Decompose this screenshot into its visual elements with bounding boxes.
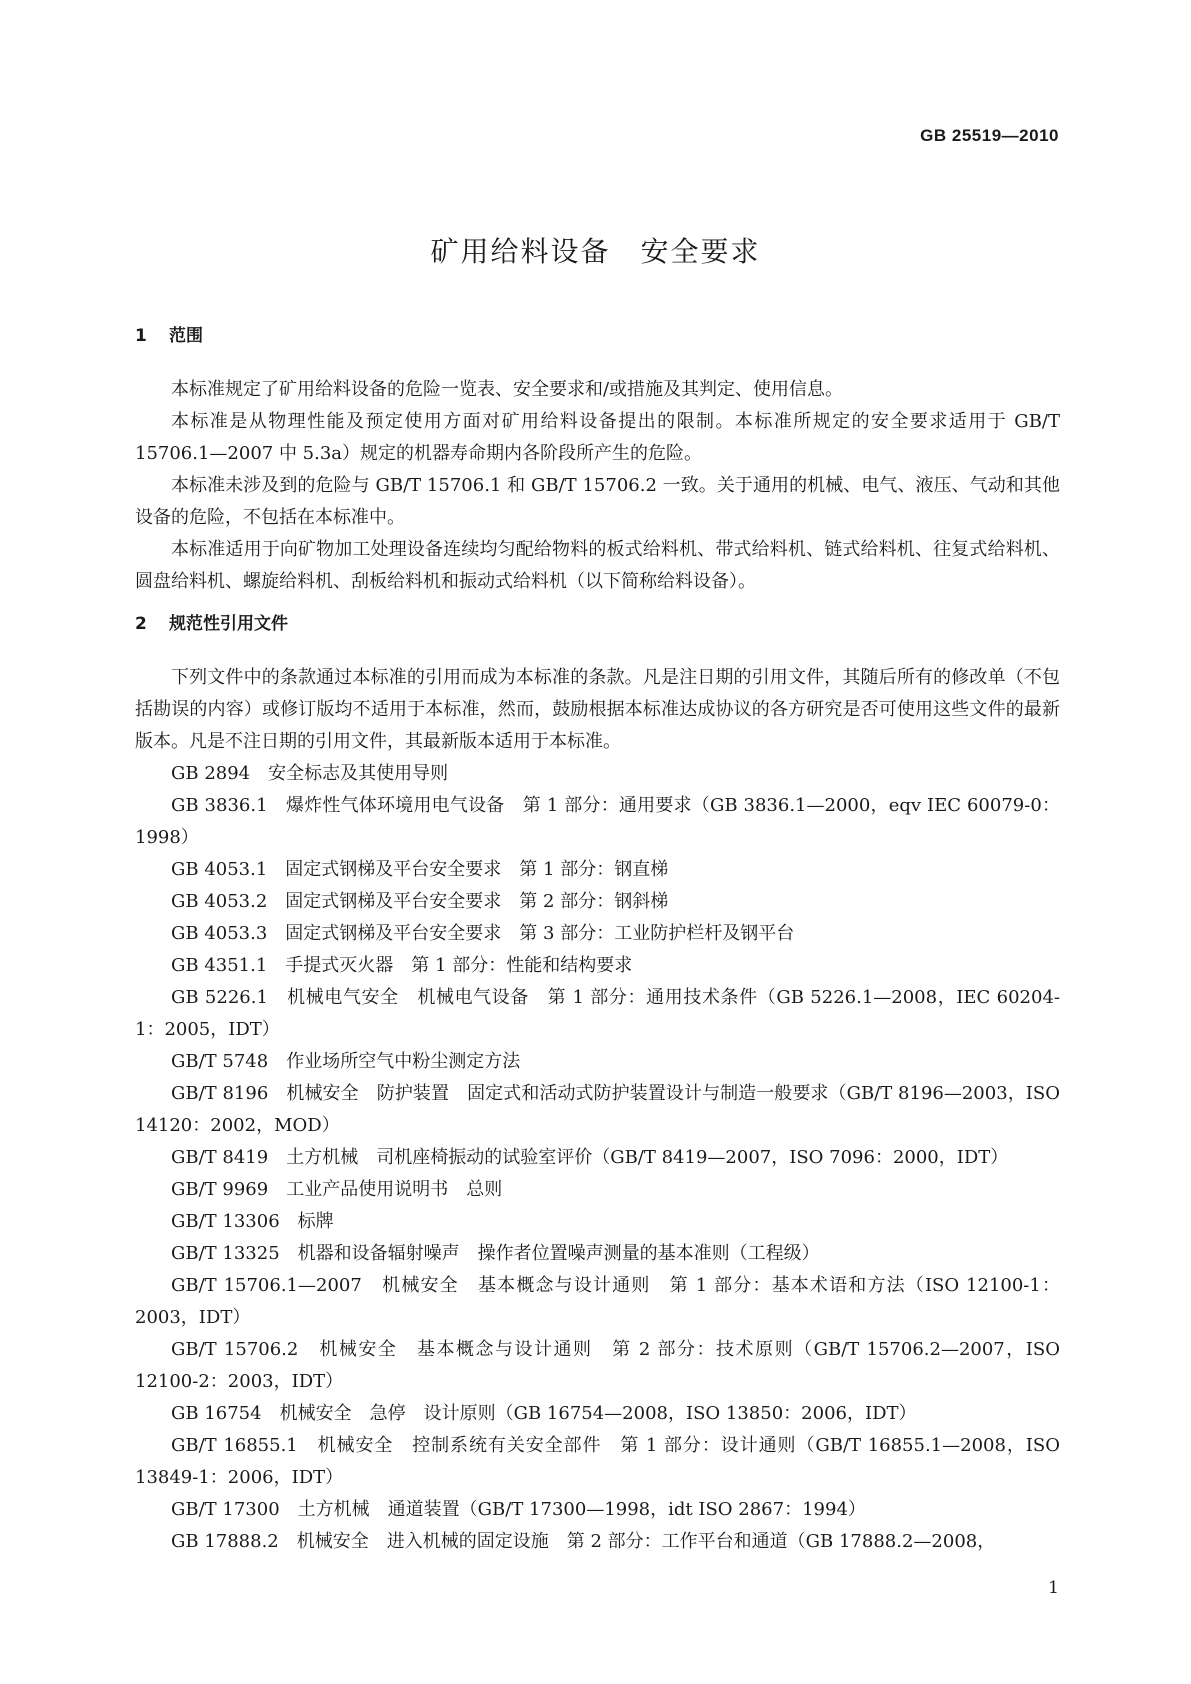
document-title: 矿用给料设备 安全要求 [430, 235, 761, 268]
reference-item: GB 4351.1 手提式灭火器 第 1 部分：性能和结构要求 [171, 955, 633, 976]
section-title: 范围 [169, 326, 203, 346]
page-number: 1 [1048, 1578, 1059, 1598]
document-body [135, 322, 1060, 1558]
section-heading-normative-references [135, 610, 1060, 662]
references-intro-paragraph: 下列文件中的条款通过本标准的引用而成为本标准的条款。凡是注日期的引用文件，其随后所有的修改单（不包括勘误的内容）或修订版均不适用于本标准，然而，鼓励根据本标准达成协议的各方研究是否可使用这些文件的最新版本。凡是不注日期的引用文件，其最新版本适用于本标准。 [135, 667, 1060, 752]
reference-item: GB/T 9969 工业产品使用说明书 总则 [171, 1179, 503, 1200]
reference-item: GB 4053.3 固定式钢梯及平台安全要求 第 3 部分：工业防护栏杆及钢平台 [171, 923, 795, 944]
standard-number: GB 25519—2010 [920, 126, 1059, 145]
reference-item: GB/T 13325 机器和设备辐射噪声 操作者位置噪声测量的基本准则（工程级） [171, 1243, 820, 1264]
section-spacer [135, 598, 1060, 610]
reference-item: GB 4053.2 固定式钢梯及平台安全要求 第 2 部分：钢斜梯 [171, 891, 669, 912]
reference-item: GB/T 8419 土方机械 司机座椅振动的试验室评价（GB/T 8419—2007，ISO 7096：2000，IDT） [171, 1147, 1009, 1168]
section-title: 规范性引用文件 [169, 614, 288, 634]
scope-paragraph-2: 本标准是从物理性能及预定使用方面对矿用给料设备提出的限制。本标准所规定的安全要求适用于 GB/T 15706.1—2007 中 5.3a）规定的机器寿命期内各阶段所产生的危险。 [135, 411, 1060, 464]
reference-item: GB/T 8196 机械安全 防护装置 固定式和活动式防护装置设计与制造一般要求（GB/T 8196—2003，ISO 14120：2002，MOD） [135, 1083, 1060, 1136]
reference-item: GB/T 16855.1 机械安全 控制系统有关安全部件 第 1 部分：设计通则（GB/T 16855.1—2008，ISO 13849-1：2006，IDT） [135, 1435, 1060, 1488]
reference-item: GB 2894 安全标志及其使用导则 [171, 763, 449, 784]
reference-item: GB/T 15706.1—2007 机械安全 基本概念与设计通则 第 1 部分：基本术语和方法（ISO 12100-1：2003，IDT） [135, 1275, 1060, 1328]
section-heading-scope [135, 322, 1060, 374]
reference-list [135, 758, 1060, 1558]
scope-paragraph-1: 本标准规定了矿用给料设备的危险一览表、安全要求和/或措施及其判定、使用信息。 [171, 379, 844, 400]
reference-item: GB/T 15706.2 机械安全 基本概念与设计通则 第 2 部分：技术原则（GB/T 15706.2—2007，ISO 12100-2：2003，IDT） [135, 1339, 1060, 1392]
reference-item: GB 5226.1 机械电气安全 机械电气设备 第 1 部分：通用技术条件（GB 5226.1—2008，IEC 60204-1：2005，IDT） [135, 987, 1060, 1040]
reference-item: GB/T 5748 作业场所空气中粉尘测定方法 [171, 1051, 521, 1072]
section-number: 2 [135, 614, 147, 634]
scope-paragraph-3: 本标准未涉及到的危险与 GB/T 15706.1 和 GB/T 15706.2 一致。关于通用的机械、电气、液压、气动和其他设备的危险，不包括在本标准中。 [135, 475, 1060, 528]
reference-item: GB 4053.1 固定式钢梯及平台安全要求 第 1 部分：钢直梯 [171, 859, 669, 880]
reference-item: GB/T 13306 标牌 [171, 1211, 334, 1232]
reference-item: GB/T 17300 土方机械 通道装置（GB/T 17300—1998，idt ISO 2867：1994） [171, 1499, 866, 1520]
reference-item: GB 3836.1 爆炸性气体环境用电气设备 第 1 部分：通用要求（GB 3836.1—2000，eqv IEC 60079-0：1998） [135, 795, 1060, 848]
scope-paragraph-4: 本标准适用于向矿物加工处理设备连续均匀配给物料的板式给料机、带式给料机、链式给料机、往复式给料机、圆盘给料机、螺旋给料机、刮板给料机和振动式给料机（以下简称给料设备）。 [135, 539, 1060, 592]
reference-item: GB 16754 机械安全 急停 设计原则（GB 16754—2008，ISO 13850：2006，IDT） [171, 1403, 917, 1424]
reference-item: GB 17888.2 机械安全 进入机械的固定设施 第 2 部分：工作平台和通道（GB 17888.2—2008， [171, 1531, 996, 1552]
section-number: 1 [135, 326, 147, 346]
